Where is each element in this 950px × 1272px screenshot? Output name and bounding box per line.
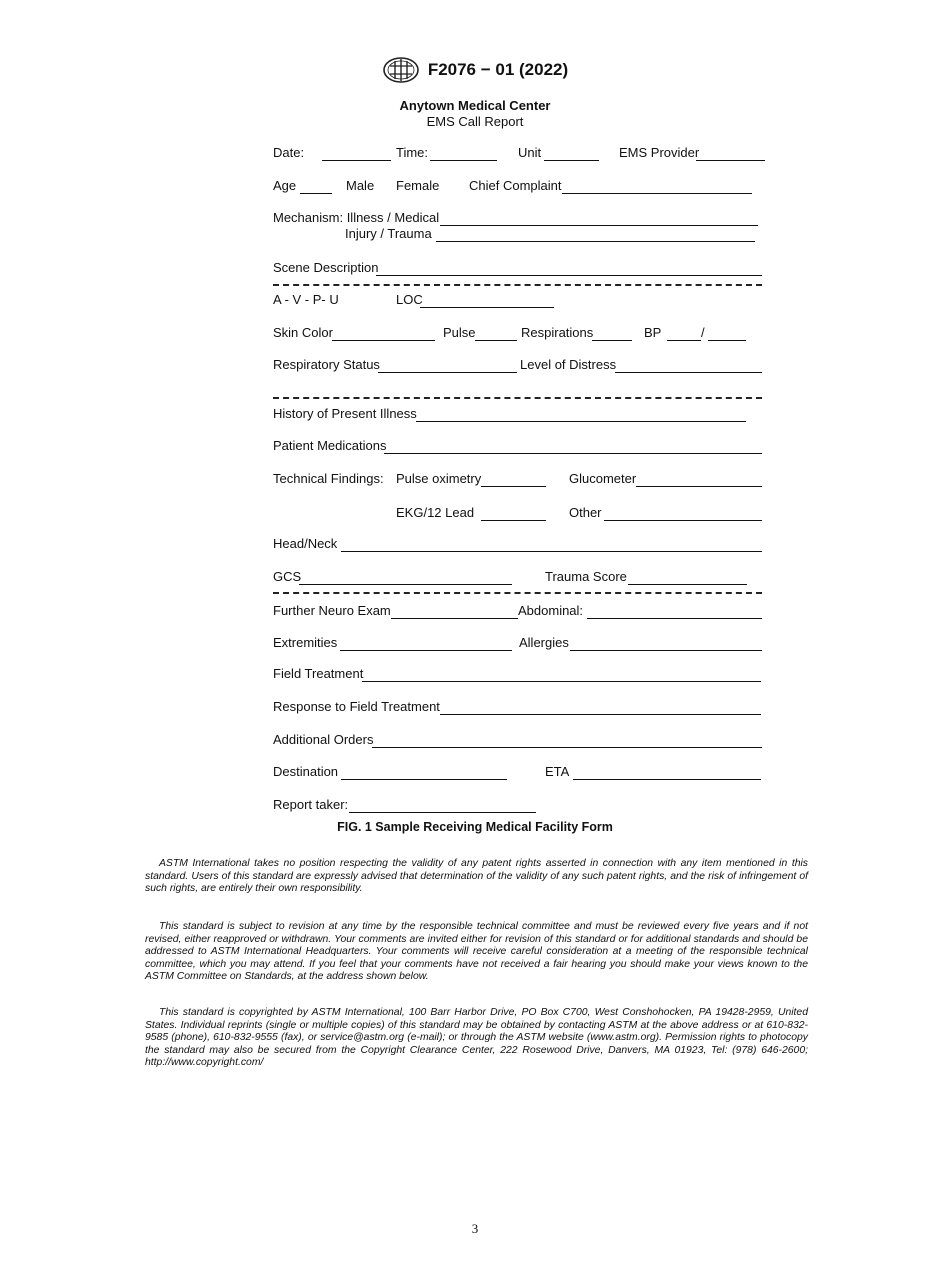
allergies-field[interactable]	[570, 650, 762, 651]
revision-notice-paragraph: This standard is subject to revision at any time by the responsible technical committee and must be reviewed every five years and if not revised, either reapproved or withdrawn. Your comments are invited either for revision of this standard or for additional standards and should be addressed to ASTM International Headquarters. Your comments will receive careful consideration at a meeting of the responsible technical committee, which you may attend. If you feel that your comments have not received a fair hearing you should make your views known to the ASTM Committee on Standards, at the address shown below.	[145, 921, 808, 983]
time-label: Time:	[396, 145, 429, 160]
level-of-distress-label: Level of Distress	[520, 357, 617, 372]
section-divider	[273, 284, 762, 286]
section-divider	[273, 397, 762, 399]
copyright-notice-paragraph: This standard is copyrighted by ASTM International, 100 Barr Harbor Drive, PO Box C700, West Conshohocken, PA 19428-2959, United States. Individual reprints (single or multiple copies) of this standard may be obtained by contacting ASTM at the above address or at 610-832-9585 (phone), 610-832-9555 (fax), or service@astm.org (e-mail); or through the ASTM website (www.astm.org). Permission rights to photocopy the standard may also be secured from the Copyright Clearance Center, 222 Rosewood Drive, Danvers, MA 01923, Tel: (978) 646-2600; http://www.copyright.com/	[145, 1007, 808, 1069]
abdominal-label: Abdominal:	[518, 603, 584, 618]
gcs-field[interactable]	[299, 584, 512, 585]
time-field[interactable]	[430, 160, 497, 161]
male-option[interactable]: Male	[346, 178, 375, 193]
destination-label: Destination	[273, 764, 339, 779]
facility-name: Anytown Medical Center	[399, 98, 551, 113]
page-number: 3	[471, 1221, 479, 1236]
other-label: Other	[569, 505, 602, 520]
extremities-label: Extremities	[273, 635, 338, 650]
unit-label: Unit	[518, 145, 542, 160]
medications-field[interactable]	[384, 453, 762, 454]
head-neck-label: Head/Neck	[273, 536, 338, 551]
female-option[interactable]: Female	[396, 178, 440, 193]
report-taker-field[interactable]	[349, 812, 536, 813]
history-field[interactable]	[416, 421, 746, 422]
response-field[interactable]	[440, 714, 761, 715]
chief-complaint-label: Chief Complaint	[469, 178, 562, 193]
respirations-field[interactable]	[592, 340, 632, 341]
skin-color-field[interactable]	[332, 340, 435, 341]
injury-label: Injury / Trauma	[345, 226, 432, 241]
bp-label: BP	[644, 325, 662, 340]
respiratory-status-field[interactable]	[378, 372, 517, 373]
technical-findings-label: Technical Findings:	[273, 471, 384, 486]
mechanism-label: Mechanism: Illness / Medical	[273, 210, 440, 225]
report-type: EMS Call Report	[426, 114, 524, 129]
avpu-label: A - V - P- U	[273, 292, 339, 307]
patent-notice-paragraph: ASTM International takes no position respecting the validity of any patent rights asserted in connection with any item mentioned in this standard. Users of this standard are expressly advised that determination of the validity of any such patent rights, and the risk of infringement of such rights, are entirely their own responsibility.	[145, 858, 808, 895]
neuro-exam-label: Further Neuro Exam	[273, 603, 391, 618]
standard-designation: F2076 − 01 (2022)	[427, 60, 569, 79]
neuro-exam-field[interactable]	[391, 618, 518, 619]
eta-label: ETA	[545, 764, 570, 779]
pulse-label: Pulse	[443, 325, 476, 340]
level-of-distress-field[interactable]	[615, 372, 762, 373]
page-header	[0, 56, 950, 89]
ems-provider-field[interactable]	[696, 160, 765, 161]
section-divider	[273, 592, 762, 594]
ekg-label: EKG/12 Lead	[396, 505, 475, 520]
astm-logo-icon	[382, 56, 420, 84]
scene-description-label: Scene Description	[273, 260, 379, 275]
chief-complaint-field[interactable]	[562, 193, 752, 194]
mechanism-illness-field[interactable]	[440, 225, 758, 226]
ekg-field[interactable]	[481, 520, 546, 521]
date-label: Date:	[273, 145, 305, 160]
bp-slash: /	[701, 325, 705, 340]
respirations-label: Respirations	[521, 325, 594, 340]
bp-diastolic-field[interactable]	[708, 340, 746, 341]
glucometer-field[interactable]	[636, 486, 762, 487]
medications-label: Patient Medications	[273, 438, 387, 453]
figure-caption: FIG. 1 Sample Receiving Medical Facility Form	[337, 820, 613, 834]
eta-field[interactable]	[573, 779, 761, 780]
pulse-field[interactable]	[475, 340, 517, 341]
additional-orders-label: Additional Orders	[273, 732, 374, 747]
date-field[interactable]	[322, 160, 391, 161]
bp-systolic-field[interactable]	[667, 340, 701, 341]
extremities-field[interactable]	[340, 650, 512, 651]
response-label: Response to Field Treatment	[273, 699, 440, 714]
respiratory-status-label: Respiratory Status	[273, 357, 380, 372]
field-treatment-field[interactable]	[362, 681, 761, 682]
mechanism-injury-field[interactable]	[436, 241, 755, 242]
loc-field[interactable]	[420, 307, 554, 308]
allergies-label: Allergies	[519, 635, 569, 650]
abdominal-field[interactable]	[587, 618, 762, 619]
age-field[interactable]	[300, 193, 332, 194]
pulse-oximetry-label: Pulse oximetry	[396, 471, 482, 486]
history-label: History of Present Illness	[273, 406, 417, 421]
pulse-oximetry-field[interactable]	[481, 486, 546, 487]
age-label: Age	[273, 178, 297, 193]
ems-provider-label: EMS Provider	[619, 145, 700, 160]
report-taker-label: Report taker:	[273, 797, 349, 812]
unit-field[interactable]	[544, 160, 599, 161]
trauma-score-field[interactable]	[628, 584, 747, 585]
gcs-label: GCS	[273, 569, 302, 584]
head-neck-field[interactable]	[341, 551, 762, 552]
skin-color-label: Skin Color	[273, 325, 333, 340]
scene-description-field[interactable]	[376, 275, 762, 276]
other-field[interactable]	[604, 520, 762, 521]
glucometer-label: Glucometer	[569, 471, 637, 486]
destination-field[interactable]	[341, 779, 507, 780]
trauma-score-label: Trauma Score	[545, 569, 627, 584]
additional-orders-field[interactable]	[372, 747, 762, 748]
loc-label: LOC	[396, 292, 423, 307]
field-treatment-label: Field Treatment	[273, 666, 364, 681]
